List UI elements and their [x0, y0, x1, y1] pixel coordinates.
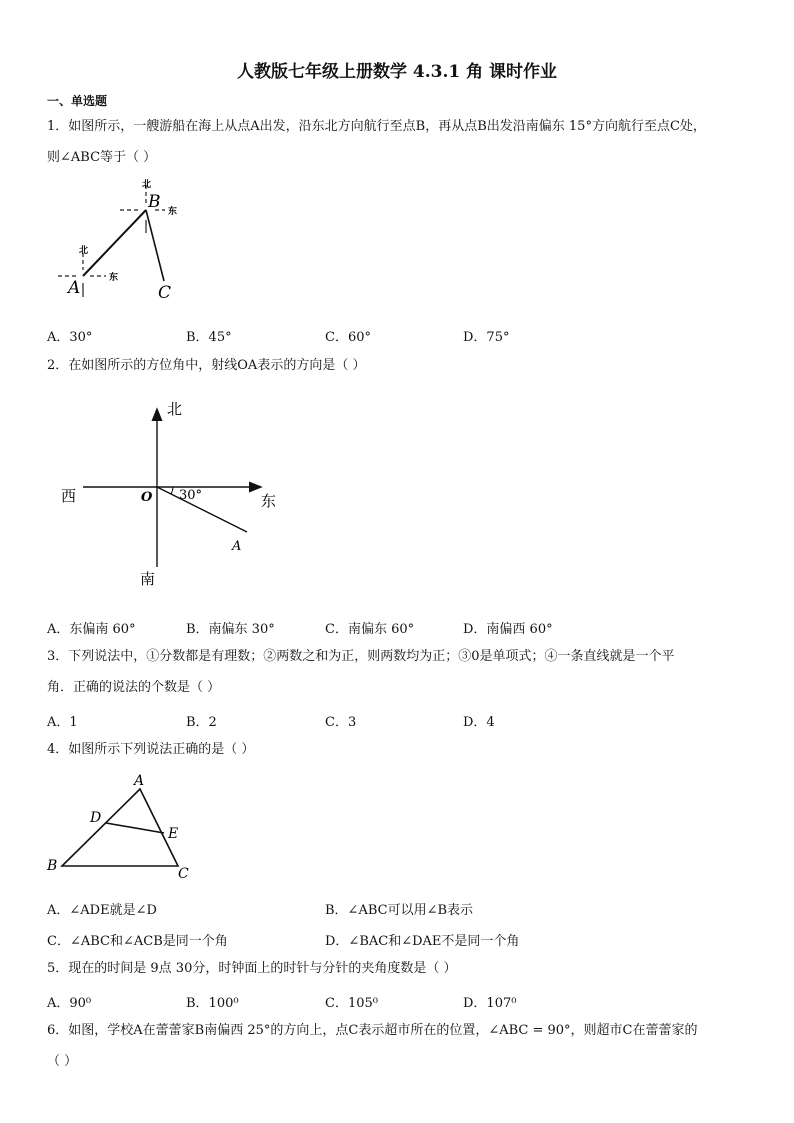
q1-option-a[interactable]: A．30°	[47, 330, 93, 345]
q2-point-a: A	[232, 539, 242, 554]
q4-point-e: E	[168, 826, 179, 842]
q2-option-d[interactable]: D．南偏西 60°	[463, 622, 553, 637]
q2-option-c[interactable]: C．南偏东 60°	[325, 622, 415, 637]
page-title: 人教版七年级上册数学 4.3.1 角 课时作业	[236, 62, 558, 82]
question-1-line-1: 1．如图所示，一艘游船在海上从点A出发，沿东北方向航行至点B，再从点B出发沿南偏东 15°方向航行至点C处，	[47, 119, 706, 134]
q4-point-b: B	[47, 858, 58, 874]
question-3-line-1: 3．下列说法中，①分数都是有理数；②两数之和为正，则两数均为正；③0是单项式；④一条直线就是一个平	[47, 649, 675, 664]
question-1-figure	[50, 175, 200, 305]
question-2-line-1: 2．在如图所示的方位角中，射线OA表示的方向是（ ）	[47, 358, 366, 373]
q3-option-d[interactable]: D．4	[463, 715, 495, 730]
q2-option-a[interactable]: A．东偏南 60°	[47, 622, 136, 637]
question-2-figure	[55, 395, 285, 595]
q1-east-label-a: 东	[109, 273, 119, 283]
q4-option-b[interactable]: B．∠ABC可以用∠B表示	[325, 903, 474, 918]
q1-option-b[interactable]: B．45°	[186, 330, 232, 345]
q2-angle-label: 30°	[179, 488, 203, 503]
q4-option-d[interactable]: D．∠BAC和∠DAE不是同一个角	[325, 934, 520, 949]
q1-east-label-b: 东	[168, 207, 178, 217]
q4-option-c[interactable]: C．∠ABC和∠ACB是同一个角	[47, 934, 228, 949]
q1-option-d[interactable]: D．75°	[463, 330, 510, 345]
question-5-line-1: 5．现在的时间是 9点 30分，时钟面上的时针与分针的夹角度数是（ ）	[47, 961, 457, 976]
q3-option-c[interactable]: C．3	[325, 715, 357, 730]
question-6-line-1: 6．如图，学校A在蕾蕾家B南偏西 25°的方向上，点C表示超市所在的位置，∠ABC = 90°，则超市C在蕾蕾家的	[47, 1023, 698, 1038]
question-4-line-1: 4．如图所示下列说法正确的是（ ）	[47, 742, 255, 757]
question-6-line-2: （ ）	[47, 1054, 78, 1069]
q2-north-label: 北	[167, 400, 183, 418]
q2-west-label: 西	[61, 487, 77, 505]
q1-point-c: C	[158, 283, 172, 303]
q4-point-c: C	[178, 866, 189, 882]
question-1-line-2: 则∠ABC等于（ ）	[47, 150, 157, 165]
q2-point-o: O	[141, 490, 153, 505]
q1-point-a: A	[68, 278, 81, 298]
q1-north-label-a: 北	[79, 246, 89, 256]
q5-option-a[interactable]: A．90⁰	[47, 996, 92, 1011]
q4-option-a[interactable]: A．∠ADE就是∠D	[47, 903, 157, 918]
q4-point-d: D	[90, 810, 102, 826]
q2-east-label: 东	[261, 492, 277, 510]
question-4-figure	[42, 770, 202, 885]
question-3-line-2: 角．正确的说法的个数是（ ）	[47, 680, 221, 695]
q1-north-label-b: 北	[142, 180, 152, 190]
q1-point-b: B	[148, 192, 161, 212]
section-heading: 一、单选题	[47, 94, 108, 108]
q5-option-d[interactable]: D．107⁰	[463, 996, 517, 1011]
q5-option-b[interactable]: B．100⁰	[186, 996, 239, 1011]
q2-option-b[interactable]: B．南偏东 30°	[186, 622, 275, 637]
q4-point-a: A	[134, 773, 145, 789]
q3-option-b[interactable]: B．2	[186, 715, 217, 730]
q3-option-a[interactable]: A．1	[47, 715, 78, 730]
q5-option-c[interactable]: C．105⁰	[325, 996, 378, 1011]
q2-south-label: 南	[140, 570, 156, 588]
q1-option-c[interactable]: C．60°	[325, 330, 371, 345]
